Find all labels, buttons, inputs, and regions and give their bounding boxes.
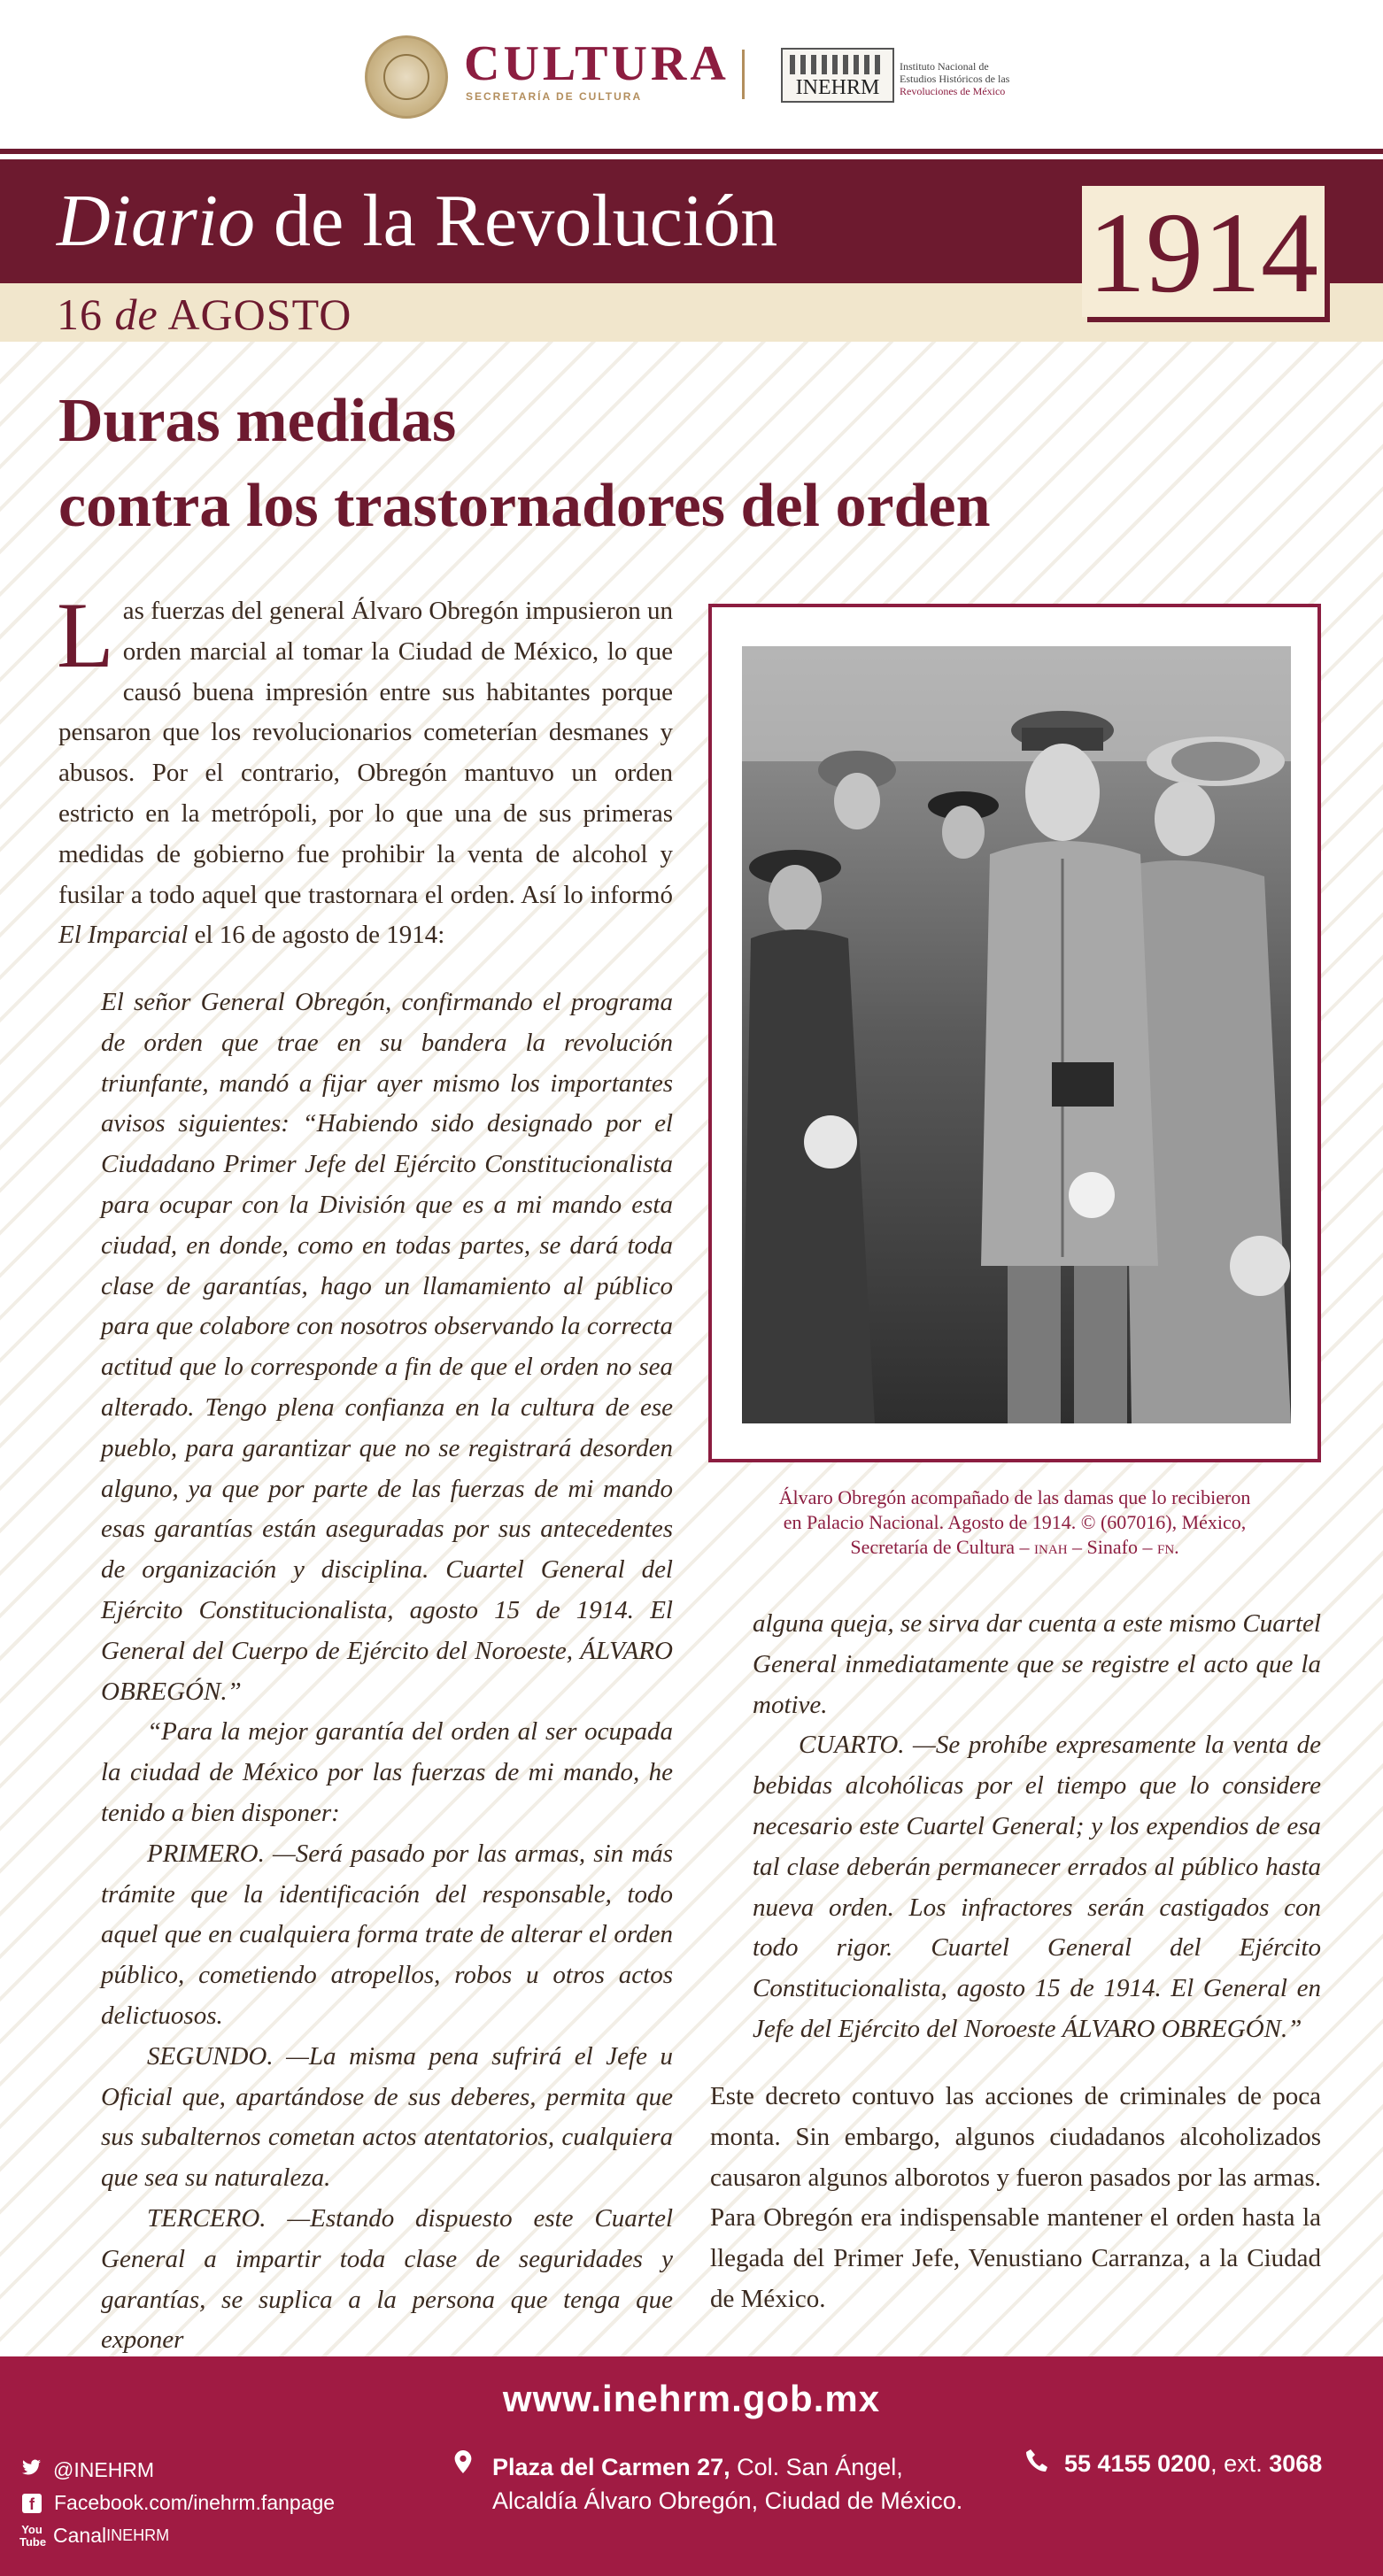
quote-right-column: [753, 1604, 1321, 2050]
address: [492, 2450, 962, 2518]
quote-paragraph: alguna queja, se sirva dar cuenta a este mismo Cuartel General inmediatamente que se registre el acto que la motive.: [753, 1609, 1321, 1719]
inehrm-line: Revoluciones de México: [900, 85, 1006, 97]
inehrm-description: [900, 60, 1009, 97]
logo-header: [0, 0, 1383, 142]
youtube-channel: INEHRM: [106, 2526, 170, 2544]
photo-caption: [708, 1485, 1321, 1560]
facebook-url: Facebook.com/inehrm.fanpage: [54, 2491, 336, 2514]
caption-line: Álvaro Obregón acompañado de las damas que lo recibieron: [778, 1486, 1251, 1508]
quote-paragraph: CUARTO. —Se prohíbe expresamente la venta de bebidas alcohólicas por el tiempo que lo considere necesario este Cuartel General; y los expendios de esa tal clase deberán permanecer errados al público hasta nueva orden. Los infractores serán castigados con todo rigor. Cuartel General del Ejército Constitucionalista, agosto 15 de 1914. El General en Jefe del Ejército del Noroeste ÁLVARO OBREGÓN.”: [753, 1731, 1321, 2043]
facebook-icon: f: [22, 2494, 42, 2513]
inehrm-logo: [781, 48, 894, 103]
youtube-link[interactable]: [19, 2519, 335, 2552]
drop-cap: L: [57, 583, 114, 687]
intro-paragraph: [57, 583, 673, 956]
photo-frame: [708, 604, 1321, 1462]
cultura-logo-text: CULTURA: [464, 36, 730, 91]
caption-fn: fn: [1156, 1536, 1175, 1558]
caption-line: .: [1174, 1536, 1179, 1558]
social-links: [19, 2454, 335, 2552]
issue-date: [57, 289, 352, 340]
quote-paragraph: El señor General Obregón, confirmando el programa de orden que trae en su bandera la revolución triunfante, mandó a fijar ayer mismo los importantes avisos siguientes: “Habiendo sido designado por el Ciudadano Primer Jefe del Ejército Constitucionalista para ocupar con la División que es a mi mando esta ciudad, en donde, como en todas partes, se dará toda clase de garantías, hago un llamamiento al público para que colabore con nosotros observando la correcta actitud que lo corresponde a fin de que el orden no sea alterado. Tengo plena confianza en la cultura de ese pueblo, para garantizar que no se registrará desorden alguno, ya que por parte de las fuerzas de mi mando esas garantías están aseguradas por sus antecedentes de organización y disciplina. Cuartel General del Ejército Constitucionalista, agosto 15 de 1914. El General del Cuerpo de Ejército del Noroeste, ÁLVARO OBREGÓN.”: [101, 988, 673, 1706]
building-columns-icon: [790, 55, 885, 74]
phone-icon: [1025, 2449, 1048, 2480]
youtube-icon: You Tube: [19, 2522, 47, 2549]
intro-text: as fuerzas del general Álvaro Obregón impusieron un orden marcial al tomar la Ciudad de México, lo que causó buena impresión entre sus habitantes porque pensaron que los revolucionarios cometerían desmanes y abusos. Por el contrario, Obregón mantuvo un orden estricto en la metrópoli, por lo que una de sus primeras medidas de gobierno fue prohibir la venta de alcohol y fusilar a todo aquel que trastornara el orden. Así lo informó: [58, 597, 673, 909]
article-title: [58, 379, 991, 549]
historical-photo: [742, 646, 1291, 1423]
diario-word: Diario: [57, 180, 256, 262]
twitter-handle: @INEHRM: [53, 2458, 155, 2481]
date-month: AGOSTO: [167, 289, 352, 339]
inehrm-line: Instituto Nacional de: [900, 60, 989, 73]
year-box: [1082, 186, 1325, 317]
publication-title-rest: de la Revolución: [255, 180, 778, 262]
national-seal-icon: [365, 35, 448, 119]
twitter-link[interactable]: [19, 2454, 335, 2487]
publication-title: [57, 180, 778, 262]
phone-number[interactable]: [1064, 2450, 1322, 2478]
date-de: de: [114, 289, 158, 339]
quote-paragraph: TERCERO. —Estando dispuesto este Cuartel General a impartir toda clase de seguridades y garantías, se suplica a la persona que tenga que exponer: [101, 2203, 673, 2355]
photo-illustration: [742, 646, 1291, 1423]
quote-paragraph: “Para la mejor garantía del orden al ser ocupada la ciudad de México por las fuerzas de mi mando, he tenido a bien disponer:: [101, 1717, 673, 1827]
youtube-label: Canal: [53, 2524, 107, 2547]
intro-end: el 16 de agosto de 1914:: [188, 921, 445, 950]
logo-divider: [742, 50, 745, 99]
year-label: 1914: [1088, 189, 1318, 317]
website-link[interactable]: www.inehrm.gob.mx: [502, 2378, 881, 2419]
phone-main: 55 4155 0200: [1064, 2450, 1211, 2477]
twitter-icon: [19, 2454, 44, 2487]
title-line: Duras medidas: [58, 387, 457, 455]
quote-paragraph: PRIMERO. —Será pasado por las armas, sin más trámite que la identificación del responsable, todo aquel que en cualquiera forma trate de alterar el orden público, cometiendo atropellos, robos u otros actos delictuosos.: [101, 1839, 673, 2030]
secretaria-text: SECRETARÍA DE CULTURA: [466, 90, 643, 103]
address-colony: Col. San Ángel,: [730, 2454, 903, 2480]
caption-line: en Palacio Nacional. Agosto de 1914. © (607016), México,: [783, 1511, 1247, 1533]
date-day: 16: [57, 289, 103, 339]
banner-top-rule: [0, 149, 1383, 154]
caption-line: – Sinafo –: [1067, 1536, 1157, 1558]
caption-inah: inah: [1034, 1536, 1068, 1558]
title-line: contra los trastornadores del orden: [58, 472, 991, 540]
inehrm-logo-word: INEHRM: [795, 76, 880, 99]
inehrm-line: Estudios Históricos de las: [900, 73, 1010, 85]
phone-ext-label: , ext.: [1210, 2450, 1270, 2477]
caption-line: Secretaría de Cultura –: [850, 1536, 1035, 1558]
facebook-link[interactable]: [19, 2487, 335, 2519]
quote-paragraph: SEGUNDO. —La misma pena sufrirá el Jefe u Oficial que, apartándose de sus deberes, permita que sus subalternos cometan actos atentatorios, cualquiera que sea su naturaleza.: [101, 2041, 673, 2193]
location-pin-icon: [452, 2450, 475, 2473]
newspaper-name: El Imparcial: [58, 921, 189, 950]
quote-left-column: [101, 983, 673, 2361]
footer: [0, 2356, 1383, 2576]
closing-paragraph: Este decreto contuvo las acciones de criminales de poca monta. Sin embargo, algunos ciudadanos alcoholizados causaron algunos alborotos y fueron pasados por las armas. Para Obregón era indispensable mantener el orden hasta la llegada del Primer Jefe, Venustiano Carranza, a la Ciudad de México.: [710, 2082, 1321, 2313]
address-street: Plaza del Carmen 27,: [492, 2454, 730, 2480]
phone-ext: 3068: [1269, 2450, 1323, 2477]
address-city: Alcaldía Álvaro Obregón, Ciudad de México.: [492, 2487, 963, 2514]
